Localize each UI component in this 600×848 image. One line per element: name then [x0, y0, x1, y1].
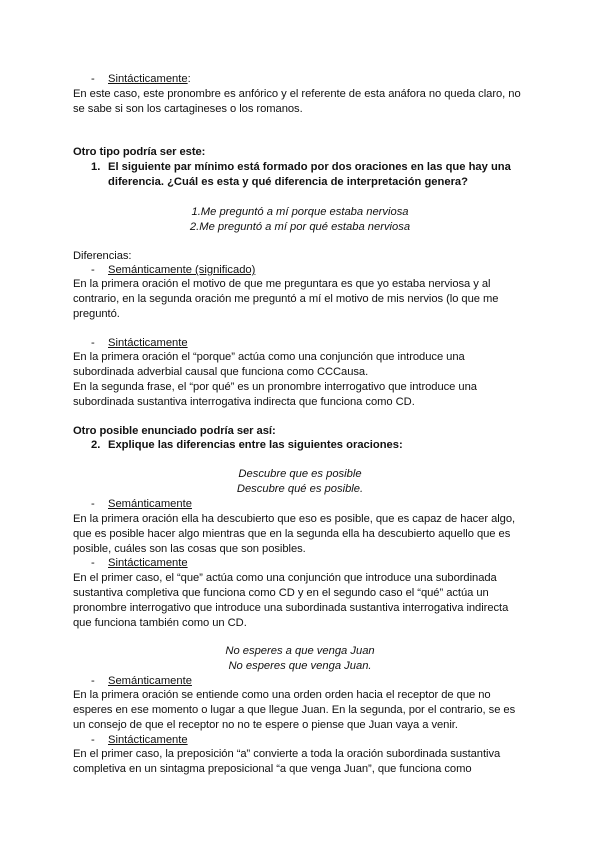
- section1-syntactic-label: Sintácticamente: [108, 337, 188, 349]
- section1-syntactic-line-4: subordinada sustantiva interrogativa indirecta que funciona como CD.: [73, 396, 415, 408]
- section2-heading: Otro posible enunciado podría ser así:: [73, 425, 276, 437]
- section2-question: Explique las diferencias entre las siguientes oraciones:: [108, 439, 403, 451]
- section2-syntactic-label-b: Sintácticamente: [108, 734, 188, 746]
- section1-syntactic-line-3: En la segunda frase, el “por qué” es un pronombre interrogativo que introduce una: [73, 381, 477, 393]
- section2-semantic-a-line-3: posible, cuáles son las cosas que son posibles.: [73, 543, 306, 555]
- section1-syntactic-line-1: En la primera oración el “porque” actúa como una conjunción que introduce una: [73, 351, 465, 363]
- differences-label: Diferencias:: [73, 250, 132, 262]
- section2-example-a-1: Descubre que es posible: [238, 468, 362, 480]
- section2-syntactic-a-line-4: que funciona también como un CD.: [73, 617, 247, 629]
- section1-heading: Otro tipo podría ser este:: [73, 146, 206, 158]
- intro-line-1: En este caso, este pronombre es anfórico y el referente de esta anáfora no queda claro, no: [73, 88, 521, 100]
- section2-semantic-b-line-3: un consejo de que el receptor no no te espere o piense que Juan vaya a venir.: [73, 719, 458, 731]
- section1-number: 1.: [91, 161, 101, 173]
- section2-syntactic-b-line-1: En el primer caso, la preposición “a” convierte a toda la oración subordinada sustantiva: [73, 748, 501, 760]
- section2-example-b-1: No esperes a que venga Juan: [225, 645, 375, 657]
- section1-semantic-label: Semánticamente (significado): [108, 264, 256, 276]
- section2-syntactic-a-line-1: En el primer caso, el “que” actúa como una conjunción que introduce una subordinada: [73, 572, 497, 584]
- section1-semantic-line-1: En la primera oración el motivo de que me preguntara es que yo estaba nerviosa y al: [73, 278, 491, 290]
- section2-semantic-label-a: Semánticamente: [108, 498, 192, 510]
- section2-number: 2.: [91, 439, 101, 451]
- intro-syntactic-label: [108, 72, 191, 88]
- bullet-dash: -: [91, 734, 95, 746]
- intro-colon: :: [187, 73, 191, 85]
- section1-question-line-2: diferencia. ¿Cuál es esta y qué diferencia de interpretación genera?: [108, 176, 468, 188]
- section1-example-1: 1.Me preguntó a mí porque estaba nerviosa: [191, 206, 409, 218]
- section2-semantic-b-line-1: En la primera oración se entiende como una orden orden hacia el receptor de que no: [73, 689, 491, 701]
- section1-semantic-line-2: contrario, en la segunda oración me preguntó a mí el motivo de mis nervios (lo que me: [73, 293, 499, 305]
- intro-syntactic-text: Sintácticamente: [108, 73, 188, 85]
- section1-question-line-1: El siguiente par mínimo está formado por dos oraciones en las que hay una: [108, 161, 511, 173]
- intro-line-2: se sabe si son los cartagineses o los romanos.: [73, 103, 303, 115]
- section2-example-b-2: No esperes que venga Juan.: [228, 660, 372, 672]
- section2-semantic-a-line-2: que es posible hacer algo mientras que en la segunda ella ha descubierto aquello que es: [73, 528, 511, 540]
- section1-syntactic-line-2: subordinada adverbial causal que funciona como CCCausa.: [73, 366, 369, 378]
- bullet-dash: -: [91, 675, 95, 687]
- bullet-dash: -: [91, 264, 95, 276]
- bullet-dash: -: [91, 73, 95, 85]
- section2-syntactic-label-a: Sintácticamente: [108, 557, 188, 569]
- section1-example-2: 2.Me preguntó a mí por qué estaba nerviosa: [189, 221, 411, 233]
- section2-semantic-label-b: Semánticamente: [108, 675, 192, 687]
- section2-syntactic-a-line-2: sustantiva completiva que funciona como CD y en el segundo caso el “qué” actúa un: [73, 587, 489, 599]
- section2-syntactic-b-line-2: completiva en un sintagma preposicional “a que venga Juan”, que funciona como: [73, 763, 472, 775]
- section2-example-a-2: Descubre qué es posible.: [236, 483, 364, 495]
- bullet-dash: -: [91, 498, 95, 510]
- bullet-dash: -: [91, 337, 95, 349]
- bullet-dash: -: [91, 557, 95, 569]
- section2-semantic-a-line-1: En la primera oración ella ha descubierto que eso es posible, que es capaz de hacer algo,: [73, 513, 516, 525]
- section1-semantic-line-3: preguntó.: [73, 308, 120, 320]
- section2-syntactic-a-line-3: pronombre interrogativo que introduce una subordinada sustantiva interrogativa indirecta: [73, 602, 509, 614]
- section2-semantic-b-line-2: esperes en ese momento o lugar a que llegue Juan. En la segunda, por el contrario, se es: [73, 704, 516, 716]
